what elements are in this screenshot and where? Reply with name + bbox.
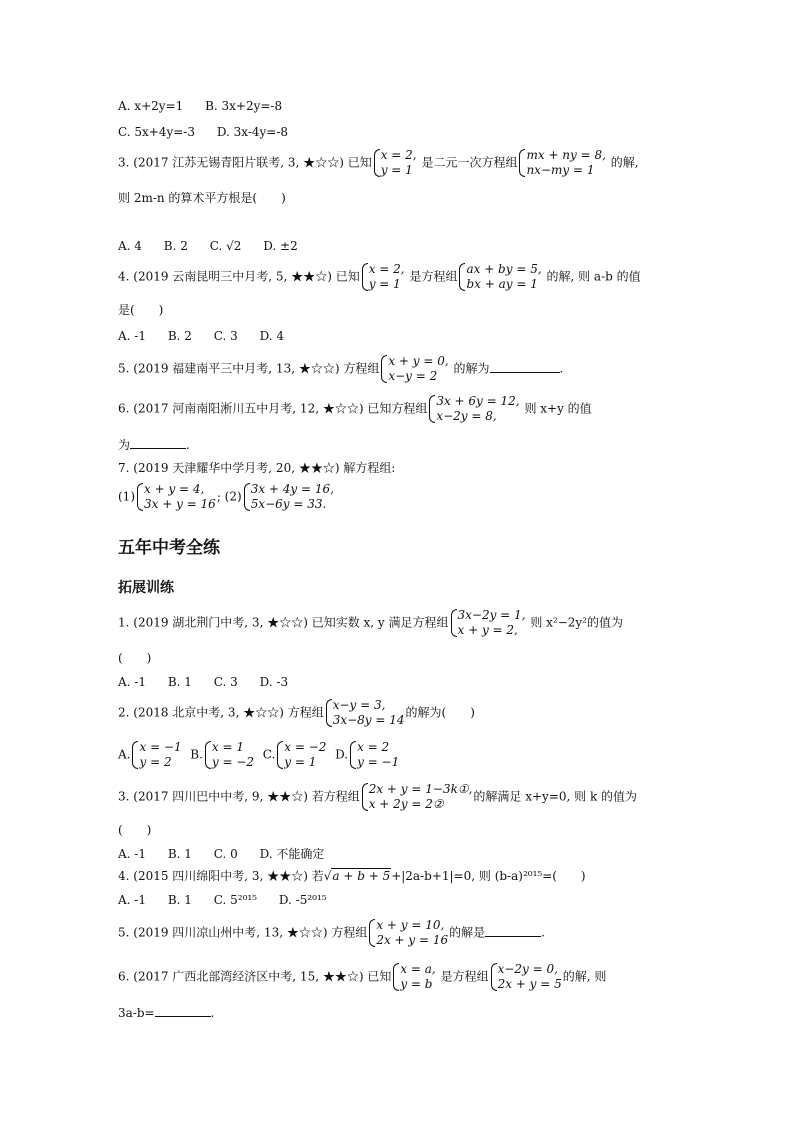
exercise-6-prefix: 6. (2017 广西北部湾经济区中考, 15, ★★☆) 已知 [118,969,392,984]
sys-row: x = −1 [139,740,182,754]
exercise-1-line2: ( ) [118,651,152,665]
sys-row: ax + by = 5, [466,262,542,276]
q2-options-row2 [118,124,288,140]
system-solution [392,962,435,992]
option-c: C. 0 [213,847,238,861]
answer-blank[interactable] [490,360,560,373]
exercise-6-suffix: 的解, 则 [562,969,607,984]
question-4-prefix: 4. (2019 云南昆明三中月考, 5, ★★☆) 已知 [118,269,360,284]
option-a: A. [118,747,131,762]
answer-blank[interactable] [155,1004,211,1017]
question-5: 5. (2019 福建南平三中月考, 13, ★☆☆) 方程组 x + y = 0, x−y = 2 的解为 . [118,354,564,383]
option-d: D. [335,747,349,762]
sys-row: x = −2 [284,740,327,754]
option-d: D. 4 [259,329,285,343]
sys-row: y = 1 [284,755,317,769]
question-6-suffix: 则 x+y 的值 [524,401,592,416]
option-b-system [204,740,254,770]
question-3-prefix: 3. (2017 江苏无锡青阳片联考, 3, ★☆☆) 已知 [118,155,372,170]
system-equations [380,354,448,384]
exercise-2-options [118,740,400,770]
sys-row: 2x + y = 5 [497,977,562,991]
option-a: A. -1 [118,893,146,907]
system-equations [361,782,473,812]
exercise-2-suffix: 的解为( ) [405,705,475,720]
sys-row: mx + ny = 8, [526,148,606,162]
exercise-5-prefix: 5. (2019 四川凉山州中考, 13, ★☆☆) 方程组 [118,925,368,940]
option-d: D. 不能确定 [259,847,325,861]
option-a-system [131,740,181,770]
exercise-4: 4. (2015 四川绵阳中考, 3, ★★☆) 若√a + b + 5+|2a-b+1|=0, 则 (b-a)²⁰¹⁵=( ) [118,869,586,883]
exercise-3-prefix: 3. (2017 四川巴中中考, 9, ★★☆) 若方程组 [118,789,360,804]
sys-row: nx−my = 1 [526,163,595,177]
question-4-suffix: 的解, 则 a-b 的值 [546,269,641,284]
sys-row: x + 2y = 2② [368,797,444,811]
sys-row: x + y = 0, [388,354,449,368]
sys-row: 3x + 4y = 16, [250,482,334,496]
option-d-system [349,740,399,770]
option-c: C. 3 [213,329,238,343]
option-c: C. [262,747,276,762]
sys-row: x−2y = 0, [497,962,558,976]
option-a: A. -1 [118,329,146,343]
system-solution [361,262,405,292]
option-d: D. -5²⁰¹⁵ [278,893,327,907]
question-4-mid: 是方程组 [409,269,458,284]
exercise-3 [118,782,637,812]
option-c-system [276,740,326,770]
option-a: A. 4 [118,239,142,253]
system-equations [325,698,405,728]
exercise-4-options [118,892,327,908]
sys-row: x = 2 [357,740,390,754]
option-c: C. √2 [209,239,242,253]
option-b: B. 1 [167,675,192,689]
sys-row: x−y = 2 [388,369,438,383]
sqrt-expression: a + b + 5 [332,869,391,883]
subsection-title: 拓展训练 [118,580,174,596]
question-4-line2: 是( ) [118,303,164,317]
answer-blank[interactable] [485,924,541,937]
sys-row: 3x + y = 16 [144,497,216,511]
question-4-options [118,328,284,344]
part-1-label: (1) [118,489,135,504]
question-3-options [118,238,298,254]
question-6-prefix: 6. (2017 河南南阳淅川五中月考, 12, ★☆☆) 已知方程组 [118,401,428,416]
exercise-6-mid: 是方程组 [440,969,489,984]
sys-row: y = b [400,977,433,991]
question-3-line2: 则 2m-n 的算术平方根是( ) [118,191,286,205]
sys-row: x + y = 10, [376,918,445,932]
system-equations-1 [136,482,216,512]
exercise-1-options [118,674,288,690]
part-2-label: ; (2) [216,489,242,504]
sys-row: x + y = 4, [144,482,205,496]
sys-row: x = 1 [211,740,244,754]
option-a: A. x+2y=1 [118,99,184,113]
sys-row: y = −1 [357,755,400,769]
question-7-systems [118,482,335,512]
option-b: B. 2 [167,329,192,343]
sys-row: x−2y = 8, [436,409,497,423]
system-equations [518,148,605,178]
option-b: B. 2 [163,239,188,253]
question-6-line2: 为 . [118,438,190,452]
sys-row: y = 2 [139,755,172,769]
question-6-line2-text: 为 [118,438,131,452]
sys-row: x−y = 3, [332,698,386,712]
system-equations [368,918,448,948]
answer-blank[interactable] [130,436,186,449]
exercise-4-suffix: +|2a-b+1|=0, 则 (b-a)²⁰¹⁵=( ) [391,869,586,883]
sys-row: x = 2, [368,262,405,276]
option-c: C. 5²⁰¹⁵ [213,893,257,907]
system-equations [428,394,519,424]
exercise-6 [118,962,606,992]
sys-row: x = a, [400,962,436,976]
sys-row: x = 2, [380,148,417,162]
exercise-5: 5. (2019 四川凉山州中考, 13, ★☆☆) 方程组 x + y = 10, 2x + y = 16 的解是 . [118,918,545,947]
exercise-6-line2-text: 3a-b= [118,1006,155,1020]
system-solution [373,148,417,178]
question-3-suffix: 的解, [610,155,639,170]
sys-row: y = −2 [211,755,255,769]
option-b: B. 1 [167,847,192,861]
question-7: 7. (2019 天津耀华中学月考, 20, ★★☆) 解方程组: [118,461,396,475]
system-equations-2 [243,482,334,512]
option-d: D. 3x-4y=-8 [216,125,289,139]
option-c: C. 5x+4y=-3 [118,125,195,139]
option-d: D. -3 [259,675,289,689]
system-equations [450,608,526,638]
sys-row: 3x + 6y = 12, [436,394,520,408]
option-c: C. 3 [213,675,238,689]
option-b: B. [190,747,203,762]
option-d: D. ±2 [263,239,298,253]
exercise-3-line2: ( ) [118,823,152,837]
option-b: B. 1 [167,893,192,907]
exercise-6-line2: 3a-b= . [118,1006,215,1020]
exercise-4-prefix: 4. (2015 四川绵阳中考, 3, ★★☆) 若 [118,869,324,883]
sys-row: y = 1 [380,163,413,177]
option-a: A. -1 [118,675,146,689]
exercise-1 [118,608,623,638]
sys-row: 3x−2y = 1, [457,608,526,622]
exercise-2 [118,698,475,728]
exercise-3-options [118,846,324,862]
option-a: A. -1 [118,847,146,861]
q2-options-row1 [118,98,282,114]
question-5-suffix: 的解为 [453,361,490,376]
system-equations [490,962,562,992]
sys-row: bx + ay = 1 [466,277,538,291]
sys-row: 2x + y = 16 [376,933,449,947]
sys-row: 2x + y = 1−3k①, [368,782,473,796]
exercise-1-prefix: 1. (2019 湖北荆门中考, 3, ★☆☆) 已知实数 x, y 满足方程组 [118,615,449,630]
exercise-1-suffix: 则 x²−2y²的值为 [530,615,624,630]
sys-row: 5x−6y = 33. [250,497,327,511]
system-equations [458,262,541,292]
question-3 [118,148,639,178]
exercise-3-suffix: 的解满足 x+y=0, 则 k 的值为 [473,789,638,804]
question-5-prefix: 5. (2019 福建南平三中月考, 13, ★☆☆) 方程组 [118,361,380,376]
option-b: B. 3x+2y=-8 [205,99,283,113]
exercise-5-suffix: 的解是 [449,925,486,940]
question-3-mid: 是二元一次方程组 [421,155,518,170]
sys-row: 3x−8y = 14 [332,713,405,727]
sys-row: x + y = 2, [457,623,518,637]
question-6 [118,394,592,424]
question-4 [118,262,641,292]
section-title: 五年中考全练 [118,538,220,558]
sys-row: y = 1 [368,277,401,291]
exercise-2-prefix: 2. (2018 北京中考, 3, ★☆☆) 方程组 [118,705,324,720]
